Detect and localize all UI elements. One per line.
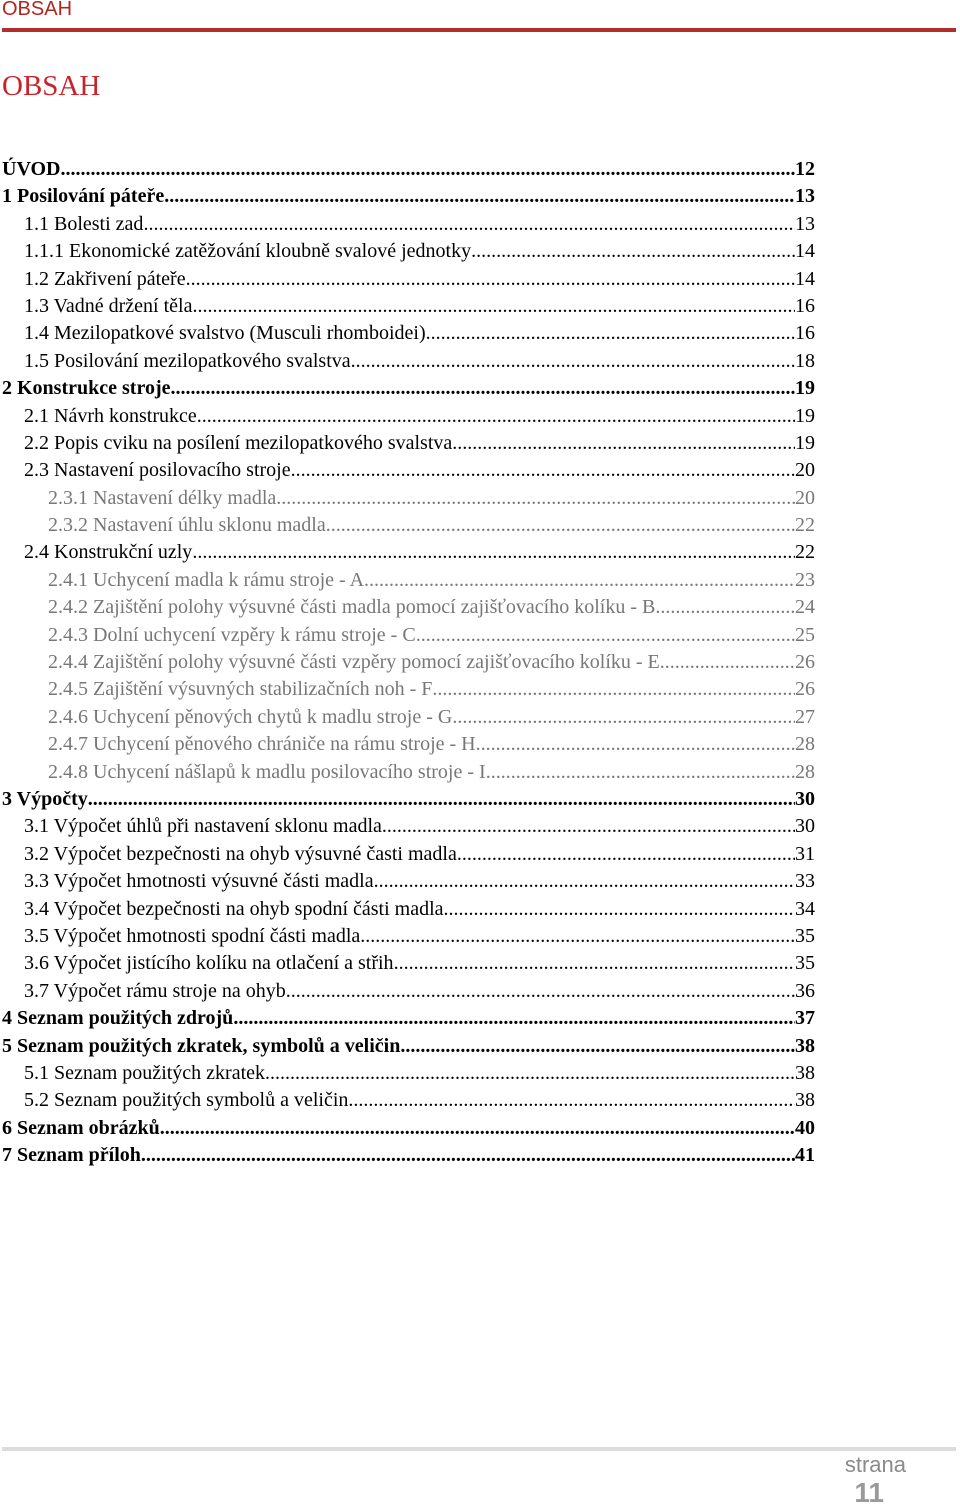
- toc-entry-title: 2.4.7 Uchycení pěnového chrániče na rámu stroje - H: [48, 733, 476, 756]
- toc-entry-page: 14: [795, 267, 815, 290]
- toc-entry-title: 2.4.5 Zajištění výsuvných stabilizačních noh - F: [48, 678, 433, 701]
- toc-entry-page: 20: [795, 486, 815, 509]
- toc-entry-title: 3.6 Výpočet jistícího kolíku na otlačení a střih: [24, 952, 394, 975]
- toc-entry[interactable]: [2, 706, 815, 733]
- toc-entry[interactable]: [2, 651, 815, 678]
- toc-entry[interactable]: [2, 487, 815, 514]
- toc-entry-title: 3.7 Výpočet rámu stroje na ohyb: [24, 979, 286, 1002]
- toc-entry[interactable]: [2, 350, 815, 377]
- toc-entry-page: 38: [795, 1061, 815, 1084]
- toc-leader-dots: [416, 624, 795, 647]
- toc-entry[interactable]: [2, 432, 815, 459]
- toc-entry[interactable]: [2, 240, 815, 267]
- toc-entry[interactable]: [2, 1089, 815, 1116]
- toc-entry-page: 35: [795, 924, 815, 947]
- toc-entry-page: 18: [795, 349, 815, 372]
- toc-entry[interactable]: [2, 213, 815, 240]
- toc-entry-title: 2.4 Konstrukční uzly: [24, 541, 193, 564]
- toc-entry-title: 1.5 Posilování mezilopatkového svalstva: [24, 349, 351, 372]
- toc-leader-dots: [197, 405, 795, 428]
- toc-entry[interactable]: [2, 624, 815, 651]
- toc-entry-page: 34: [795, 897, 815, 920]
- toc-entry[interactable]: [2, 377, 815, 404]
- toc-entry-page: 27: [795, 705, 815, 728]
- toc-entry-page: 19: [795, 377, 815, 400]
- toc-entry[interactable]: [2, 514, 815, 541]
- toc-leader-dots: [233, 1007, 795, 1030]
- toc-entry-page: 26: [795, 651, 815, 674]
- toc-entry-title: 1.1 Bolesti zad: [24, 212, 144, 235]
- toc-entry-title: 2.4.2 Zajištění polohy výsuvné části madla pomocí zajišťovacího kolíku - B: [48, 596, 656, 619]
- toc-entry[interactable]: [2, 268, 815, 295]
- toc-entry-page: 19: [795, 431, 815, 454]
- toc-entry-page: 38: [795, 1034, 815, 1057]
- toc-leader-dots: [660, 651, 795, 674]
- toc-leader-dots: [452, 706, 795, 729]
- toc-entry-page: 13: [795, 212, 815, 235]
- toc-entry-title: 3.4 Výpočet bezpečnosti na ohyb spodní části madla: [24, 897, 444, 920]
- toc-leader-dots: [471, 240, 795, 263]
- toc-leader-dots: [164, 185, 795, 208]
- toc-entry[interactable]: [2, 541, 815, 568]
- toc-entry-page: 36: [795, 979, 815, 1002]
- table-of-contents: [2, 158, 815, 1171]
- toc-leader-dots: [457, 843, 795, 866]
- toc-leader-dots: [186, 268, 795, 291]
- toc-leader-dots: [348, 1089, 795, 1112]
- toc-entry-title: 5.1 Seznam použitých zkratek: [24, 1061, 266, 1084]
- toc-entry[interactable]: [2, 1035, 815, 1062]
- toc-leader-dots: [265, 1062, 795, 1085]
- toc-entry-title: 2.4.8 Uchycení nášlapů k madlu posilovacího stroje - I: [48, 760, 486, 783]
- footer-page-label: strana: [844, 1452, 906, 1477]
- toc-entry-title: 5.2 Seznam použitých symbolů a veličin: [24, 1089, 349, 1112]
- toc-entry-title: 2.1 Návrh konstrukce: [24, 404, 197, 427]
- toc-entry-page: 30: [795, 787, 815, 810]
- toc-leader-dots: [452, 432, 795, 455]
- toc-leader-dots: [476, 733, 795, 756]
- toc-entry-page: 41: [795, 1144, 815, 1167]
- toc-entry[interactable]: [2, 295, 815, 322]
- toc-entry-title: 3 Výpočty: [2, 787, 88, 810]
- toc-entry[interactable]: [2, 925, 815, 952]
- toc-entry-page: 13: [795, 185, 815, 208]
- toc-entry-title: 1 Posilování páteře: [2, 185, 165, 208]
- toc-leader-dots: [444, 898, 795, 921]
- toc-entry-title: 4 Seznam použitých zdrojů: [2, 1007, 234, 1030]
- toc-entry[interactable]: [2, 185, 815, 212]
- toc-leader-dots: [374, 870, 795, 893]
- toc-leader-dots: [88, 788, 795, 811]
- toc-leader-dots: [394, 952, 795, 975]
- toc-entry-page: 16: [795, 294, 815, 317]
- toc-entry-page: 19: [795, 404, 815, 427]
- toc-entry-title: 2.4.6 Uchycení pěnových chytů k madlu stroje - G: [48, 705, 453, 728]
- toc-entry-page: 23: [795, 568, 815, 591]
- toc-entry[interactable]: [2, 733, 815, 760]
- toc-leader-dots: [351, 350, 795, 373]
- toc-entry[interactable]: [2, 788, 815, 815]
- toc-entry[interactable]: [2, 459, 815, 486]
- toc-leader-dots: [61, 158, 796, 181]
- toc-entry-title: 7 Seznam příloh: [2, 1144, 141, 1167]
- toc-leader-dots: [192, 541, 795, 564]
- toc-entry-title: 2.3.1 Nastavení délky madla: [48, 486, 277, 509]
- toc-entry-title: 2.4.4 Zajištění polohy výsuvné části vzpěry pomocí zajišťovacího kolíku - E: [48, 651, 660, 674]
- toc-leader-dots: [171, 377, 796, 400]
- toc-entry[interactable]: [2, 569, 815, 596]
- toc-entry-page: 31: [795, 842, 815, 865]
- header-divider: [2, 28, 956, 32]
- toc-leader-dots: [432, 678, 795, 701]
- toc-leader-dots: [655, 596, 795, 619]
- toc-entry-page: 24: [795, 596, 815, 619]
- toc-leader-dots: [364, 569, 795, 592]
- toc-entry-title: 3.2 Výpočet bezpečnosti na ohyb výsuvné časti madla: [24, 842, 457, 865]
- toc-entry-title: 6 Seznam obrázků: [2, 1116, 160, 1139]
- toc-leader-dots: [143, 213, 795, 236]
- toc-entry[interactable]: [2, 158, 815, 185]
- footer-page-number: 11: [854, 1477, 884, 1508]
- toc-entry[interactable]: [2, 815, 815, 842]
- toc-entry-page: 28: [795, 733, 815, 756]
- toc-entry-page: 33: [795, 870, 815, 893]
- running-header: OBSAH: [2, 0, 73, 20]
- toc-entry[interactable]: [2, 843, 815, 870]
- toc-entry-page: 35: [795, 952, 815, 975]
- toc-leader-dots: [192, 295, 795, 318]
- toc-leader-dots: [286, 980, 795, 1003]
- toc-leader-dots: [276, 487, 795, 510]
- toc-entry-title: 2.2 Popis cviku na posílení mezilopatkového svalstva: [24, 431, 453, 454]
- toc-entry-page: 26: [795, 678, 815, 701]
- toc-entry[interactable]: [2, 596, 815, 623]
- toc-entry-title: ÚVOD: [2, 158, 61, 180]
- toc-entry-page: 12: [795, 158, 815, 180]
- toc-leader-dots: [141, 1144, 795, 1167]
- toc-entry[interactable]: [2, 870, 815, 897]
- toc-leader-dots: [291, 459, 795, 482]
- toc-leader-dots: [326, 514, 795, 537]
- toc-leader-dots: [426, 322, 795, 345]
- toc-leader-dots: [160, 1117, 795, 1140]
- toc-entry[interactable]: [2, 405, 815, 432]
- toc-entry-title: 2.4.3 Dolní uchycení vzpěry k rámu stroje - C: [48, 623, 416, 646]
- toc-entry-title: 3.1 Výpočet úhlů při nastavení sklonu madla: [24, 815, 382, 838]
- toc-leader-dots: [486, 761, 795, 784]
- toc-entry-title: 3.3 Výpočet hmotnosti výsuvné části madla: [24, 870, 374, 893]
- toc-entry[interactable]: [2, 322, 815, 349]
- toc-entry-title: 3.5 Výpočet hmotnosti spodní části madla: [24, 924, 361, 947]
- toc-entry-page: 22: [795, 514, 815, 537]
- toc-entry-page: 14: [795, 240, 815, 263]
- toc-entry[interactable]: [2, 898, 815, 925]
- toc-entry[interactable]: [2, 1007, 815, 1034]
- toc-entry[interactable]: [2, 952, 815, 979]
- toc-leader-dots: [382, 815, 795, 838]
- toc-entry-page: 25: [795, 623, 815, 646]
- toc-entry-page: 38: [795, 1089, 815, 1112]
- toc-entry[interactable]: [2, 1117, 815, 1144]
- toc-entry-page: 22: [795, 541, 815, 564]
- toc-entry-title: 5 Seznam použitých zkratek, symbolů a veličin: [2, 1034, 401, 1057]
- toc-entry-page: 37: [795, 1007, 815, 1030]
- toc-entry-title: 1.1.1 Ekonomické zatěžování kloubně svalové jednotky: [24, 240, 472, 263]
- toc-entry[interactable]: [2, 761, 815, 788]
- page-title: OBSAH: [2, 70, 101, 102]
- toc-entry-title: 2.4.1 Uchycení madla k rámu stroje - A: [48, 568, 365, 591]
- toc-entry[interactable]: [2, 980, 815, 1007]
- toc-entry-page: 16: [795, 322, 815, 345]
- toc-entry-title: 2.3 Nastavení posilovacího stroje: [24, 459, 291, 482]
- toc-leader-dots: [400, 1035, 795, 1058]
- toc-entry-title: 2.3.2 Nastavení úhlu sklonu madla: [48, 514, 326, 537]
- toc-entry-page: 28: [795, 760, 815, 783]
- toc-entry[interactable]: [2, 1062, 815, 1089]
- toc-entry-title: 1.2 Zakřivení páteře: [24, 267, 186, 290]
- toc-entry-page: 40: [795, 1116, 815, 1139]
- toc-entry-title: 2 Konstrukce stroje: [2, 377, 171, 400]
- toc-entry-page: 20: [795, 459, 815, 482]
- toc-entry-title: 1.4 Mezilopatkové svalstvo (Musculi rhomboidei): [24, 322, 426, 345]
- footer-divider: [2, 1447, 956, 1451]
- toc-entry[interactable]: [2, 1144, 815, 1171]
- toc-entry[interactable]: [2, 678, 815, 705]
- toc-entry-page: 30: [795, 815, 815, 838]
- toc-entry-title: 1.3 Vadné držení těla: [24, 294, 193, 317]
- toc-leader-dots: [360, 925, 795, 948]
